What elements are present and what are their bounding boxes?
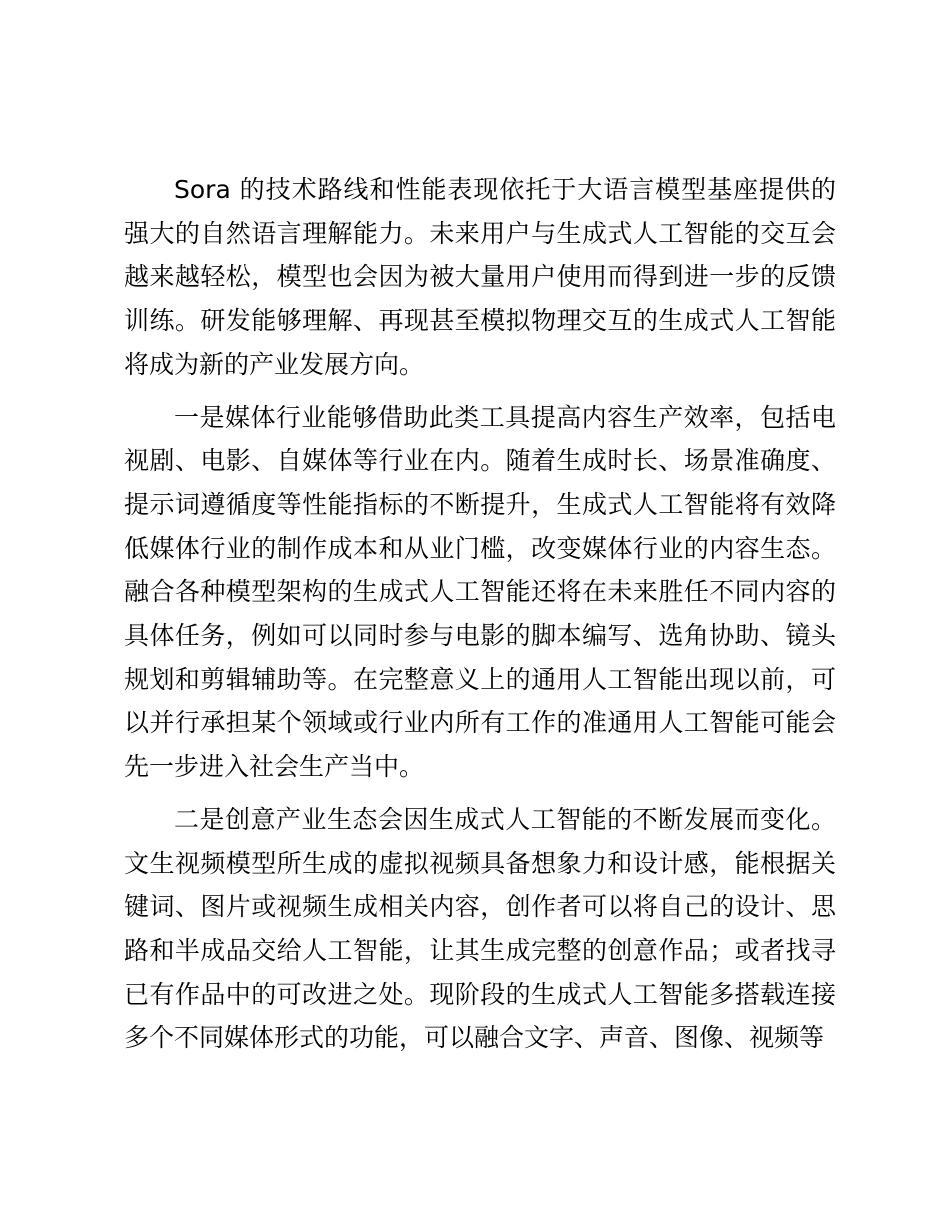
paragraph-media-industry: 一是媒体行业能够借助此类工具提高内容生产效率，包括电视剧、电影、自媒体等行业在内。随着生成时长、场景准确度、提示词遵循度等性能指标的不断提升，生成式人工智能将有效降低媒体行业的制作成本和从业门槛，改变媒体行业的内容生态。融合各种模型架构的生成式人工智能还将在未来胜任不同内容的具体任务，例如可以同时参与电影的脚本编写、选角协助、镜头规划和剪辑辅助等。在完整意义上的通用人工智能出现以前，可以并行承担某个领域或行业内所有工作的准通用人工智能可能会先一步进入社会生产当中。 [124, 402, 836, 782]
paragraph-sora-technology: Sora 的技术路线和性能表现依托于大语言模型基座提供的强大的自然语言理解能力。未来用户与生成式人工智能的交互会越来越轻松，模型也会因为被大量用户使用而得到进一步的反馈训练。研发能够理解、再现甚至模拟物理交互的生成式人工智能将成为新的产业发展方向。 [124, 175, 836, 379]
document-body [124, 168, 836, 1069]
paragraph-creative-industry: 二是创意产业生态会因生成式人工智能的不断发展而变化。文生视频模型所生成的虚拟视频具备想象力和设计感，能根据关键词、图片或视频生成相关内容，创作者可以将自己的设计、思路和半成品交给人工智能，让其生成完整的创意作品；或者找寻已有作品中的可改进之处。现阶段的生成式人工智能多搭载连接多个不同媒体形式的功能，可以融合文字、声音、图像、视频等 [124, 804, 836, 1053]
